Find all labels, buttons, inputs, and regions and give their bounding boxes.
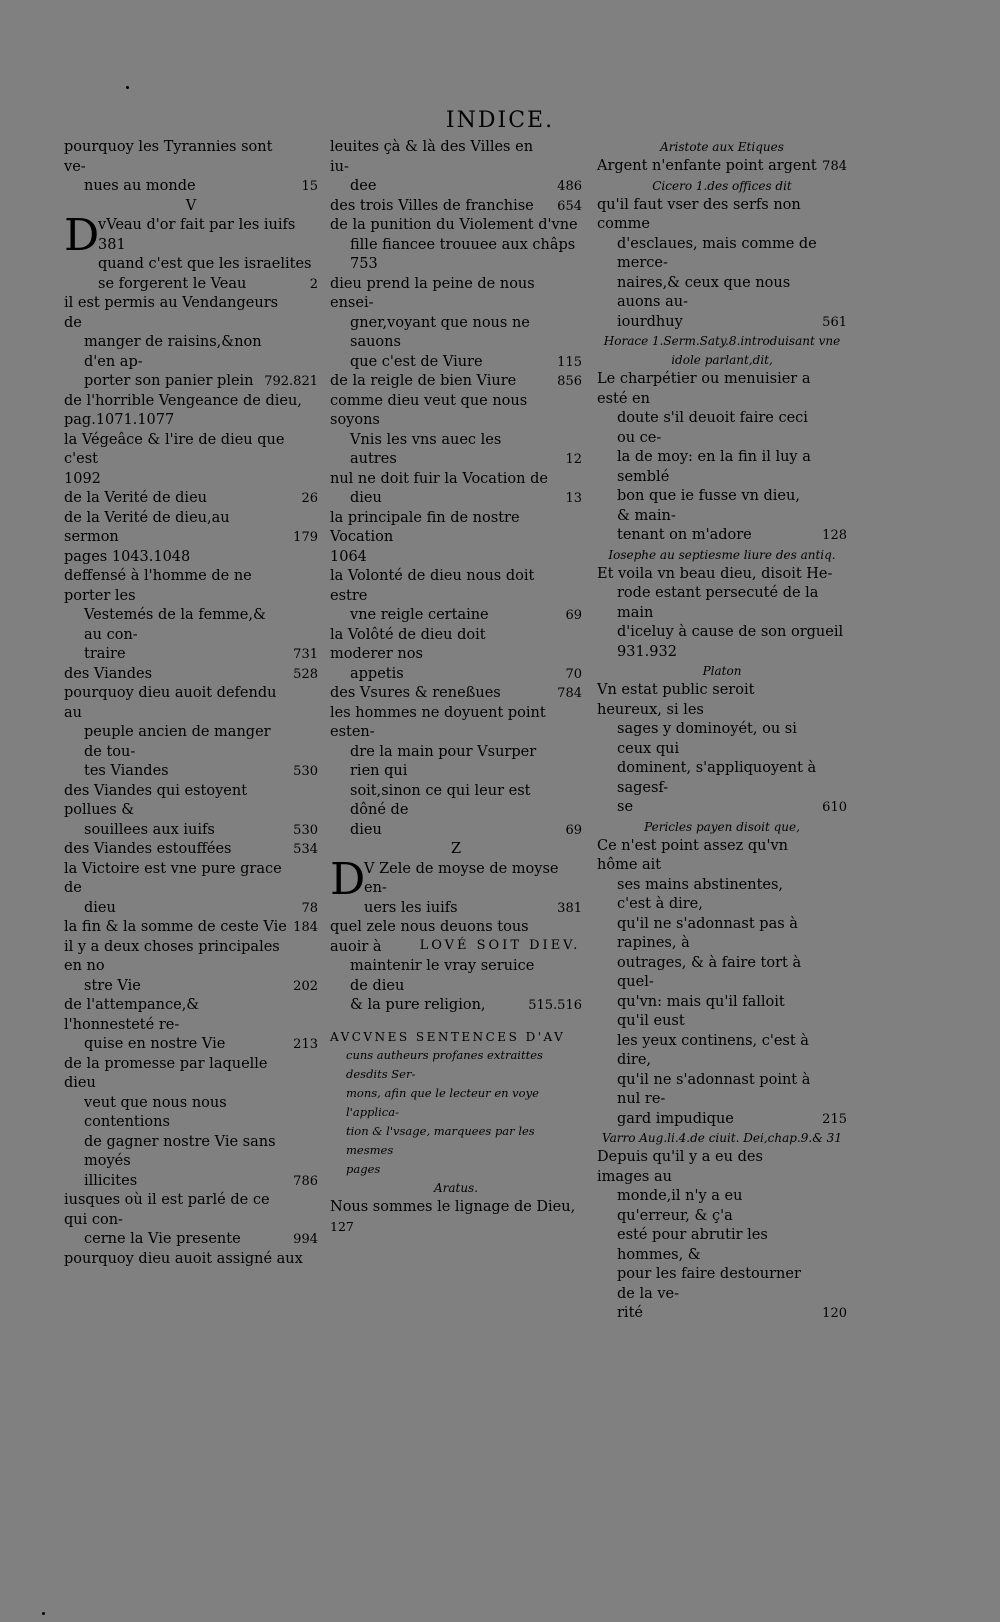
entry-page: 515.516 [528,998,582,1013]
entry-continuation: qu'il ne s'adonnast point à nul re- [617,1071,811,1107]
entry-page: 69 [565,822,582,838]
entry-text: de la Verité de dieu [64,490,207,506]
index-entry [330,372,582,392]
entry-continuation: gner,voyant que nous ne sauons [350,314,530,350]
index-entry [597,681,847,818]
entry-text: quel zele nous deuons tous auoir à [330,919,529,955]
sentences-heading: AVCVNES SENTENCES D'AV [330,1029,566,1044]
index-entry [330,548,582,568]
source-attribution: Iosephe au septiesme liure des antiq. [608,547,836,562]
entry-text: Depuis qu'il y a eu des images au [597,1149,763,1185]
index-entry [64,684,318,782]
entry-continuation: dominent, s'appliquoyent à sagesf- [617,760,817,796]
entry-page: 381 [557,900,582,916]
index-column-middle [330,138,582,1237]
entry-text: V Zele de moyse de moyse en- [364,860,559,896]
entry-continuation: illicites [84,1172,138,1189]
entry-text: 1092 [64,470,101,487]
index-entry [597,370,847,546]
entry-continuation: Vestemés de la femme,& au con- [84,607,266,643]
entry-continuation: vne reigle certaine [350,607,489,623]
entry-page: 994 [293,1232,318,1247]
entry-page: 69 [565,608,582,623]
index-entry [64,431,318,470]
index-entry [64,294,318,392]
index-entry [330,704,582,841]
entry-continuation: stre Vie [84,977,141,994]
entry-text: les hommes ne doyuent point esten- [330,704,546,740]
entry-text: de la punition du Violement d'vne [330,217,578,233]
entry-continuation: se [617,799,634,815]
entry-page: 654 [557,198,582,214]
entry-continuation: dieu [350,821,382,838]
entry-continuation: fille fiancee trouuee aux châps 753 [350,236,576,272]
entry-text: pourquoy dieu auoit assigné aux [64,1250,303,1267]
entry-text: la Volôté de dieu doit moderer nos [330,626,486,662]
index-entry [330,197,582,217]
index-entry [597,1148,847,1324]
index-entry [597,565,847,663]
entry-continuation: dee [350,178,377,194]
entry-page: 202 [293,978,318,994]
entry-continuation: Vnis les vns auec les autres [350,431,502,467]
entry-continuation: & la pure religion, [350,997,486,1013]
entry-continuation: tes Viandes [84,763,169,779]
index-entry [64,489,318,509]
entry-page: 784 [822,159,847,174]
entry-text: Vn estat public seroit heureux, si les [597,682,755,718]
index-entry [64,996,318,1055]
index-entry [597,157,847,177]
entry-continuation: les yeux continens, c'est à dire, [617,1032,809,1068]
entry-page: 530 [293,822,318,838]
entry-continuation: dieu [84,899,116,916]
entry-text: des Viandes [64,665,153,682]
entry-text: leuites çà & là des Villes en iu- [330,139,534,175]
entry-text: la Volonté de dieu nous doit estre [330,568,535,604]
entry-continuation: soit,sinon ce qui leur est dôné de [350,782,531,818]
entry-page: 128 [822,528,847,543]
entry-text: de l'attempance,& l'honnesteté re- [64,997,200,1033]
entry-continuation: maintenir le vray seruice de dieu [350,958,535,994]
index-entry [64,782,318,841]
entry-text: deffensé à l'homme de ne porter les [64,568,252,604]
entry-continuation: la de moy: en la fin il luy a semblé [617,449,811,485]
entry-continuation: qu'vn: mais qu'il falloit qu'il eust [617,993,785,1029]
entry-continuation: d'iceluy à cause de son orgueil [617,624,844,640]
index-entry [64,411,318,431]
entry-continuation: tenant on m'adore [617,527,752,543]
entry-page: 786 [293,1173,318,1189]
entry-page: 486 [557,179,582,194]
entry-continuation: rité [617,1305,643,1321]
speck-mark [42,1612,45,1615]
index-entry [330,275,582,373]
entry-continuation: doute s'il deuoit faire ceci ou ce- [617,410,808,446]
entry-page: 2 [309,276,318,292]
entry-continuation: manger de raisins,&non d'en ap- [84,334,262,370]
entry-continuation: bon que ie fusse vn dieu, & main- [617,488,800,524]
entry-text: la principale fin de nostre Vocation [330,509,520,545]
source-attribution: Platon [702,664,742,678]
source-attribution: Pericles payen disoit que, [644,819,800,834]
entry-text: pages 1043.1048 [64,548,191,565]
entry-text: se forgerent le Veau [98,275,247,292]
entry-continuation: nues au monde [84,178,196,194]
index-entry [64,1250,318,1270]
index-entry [597,837,847,1130]
entry-page: 856 [557,374,582,389]
index-entry [64,470,318,490]
entry-continuation: veut que nous nous contentions [84,1094,227,1130]
entry-text: il est permis au Vendangeurs de [64,295,279,331]
drop-cap-entry [330,853,582,919]
index-entry [64,138,318,197]
index-entry [597,196,847,333]
entry-text: uers les iuifs [364,899,458,916]
page-footer: LOVÉ SOIT DIEV. [419,938,581,953]
entry-continuation: sages y dominoyét, ou si ceux qui [617,721,797,757]
entry-page: 784 [557,686,582,701]
entry-page: 530 [293,764,318,779]
index-entry [330,392,582,470]
entry-continuation: outrages, & à faire tort à quel- [617,954,802,990]
entry-continuation: naires,& ceux que nous auons au- [617,274,791,310]
entry-continuation: peuple ancien de manger de tou- [84,724,271,760]
entry-continuation: iourdhuy [617,313,683,330]
drop-cap: D [64,210,100,261]
entry-text: il y a deux choses principales en no [64,938,280,974]
sentences-intro-line: cuns autheurs profanes extraittes desdits Ser- [346,1047,543,1081]
entry-text: de la promesse par laquelle dieu [64,1055,268,1091]
entry-text: Et voila vn beau dieu, disoit He- [597,565,833,582]
entry-page: 26 [301,491,318,506]
entry-page: 13 [565,491,582,506]
index-entry [330,216,582,275]
index-entry [64,860,318,919]
index-entry [330,470,582,509]
entry-text: des Viandes estouffées [64,841,232,857]
entry-text: Argent n'enfante point argent [597,158,817,174]
entry-page: 792.821 [264,374,318,389]
entry-page: 731 [293,647,318,662]
entry-page: 215 [822,1111,847,1127]
drop-cap: D [330,853,366,905]
entry-continuation: appetis [350,665,404,682]
entry-text: 1064 [330,548,367,565]
sentences-intro-line: mons, afin que le lecteur en voye l'applica- [346,1085,539,1119]
index-letter-heading: Z [450,841,462,857]
entry-page: 12 [565,452,582,467]
entry-text: quand c'est que les israelites [98,256,312,272]
source-attribution: Varro Aug.li.4.de ciuit. Dei,chap.9.& 31 [602,1131,842,1145]
index-entry [64,1191,318,1250]
entry-page: 70 [565,666,582,682]
index-entry [64,840,318,860]
entry-continuation: dieu [350,490,382,506]
entry-text: comme dieu veut que nous soyons [330,392,528,428]
entry-text: qu'il faut vser des serfs non comme [597,196,801,232]
entry-text: des trois Villes de franchise [330,197,534,214]
entry-page: 127 [330,1219,354,1234]
index-entry [330,626,582,685]
entry-continuation: ses mains abstinentes, c'est à dire, [617,876,784,912]
index-entry [64,567,318,665]
source-attribution: Horace 1.Serm.Saty.8.introduisant vne idole parlant,dit, [603,334,841,367]
entry-page: 213 [293,1037,318,1052]
entry-continuation: 931.932 [617,643,677,660]
entry-continuation: quise en nostre Vie [84,1036,226,1052]
entry-continuation: de gagner nostre Vie sans moyés [84,1133,276,1169]
entry-text: iusques où il est parlé de ce qui con- [64,1192,270,1228]
entry-text: de l'horrible Vengeance de dieu, [64,392,302,409]
index-entry [330,138,582,197]
index-entry [64,665,318,685]
entry-continuation: rode estant persecuté de la main [617,585,819,621]
entry-continuation: pour les faire destourner de la ve- [617,1266,801,1302]
entry-continuation: gard impudique [617,1110,734,1127]
entry-text: Nous sommes le lignage de Dieu, [330,1198,576,1215]
entry-page: 179 [293,530,318,545]
entry-page: 561 [822,314,847,330]
entry-page: 78 [301,900,318,916]
index-letter-heading: V [185,197,197,214]
index-entry [64,548,318,568]
page-title: INDICE. [445,108,555,133]
entry-text: nul ne doit fuir la Vocation de [330,470,548,487]
entry-page: 15 [301,179,318,194]
entry-text: la Végeâce & l'ire de dieu que c'est [64,431,285,467]
entry-text: des Viandes qui estoyent pollues & [64,782,248,818]
entry-page: 534 [293,842,318,857]
entry-page: 120 [822,1306,847,1321]
entry-continuation: que c'est de Viure [350,353,483,370]
entry-text: la fin & la somme de ceste Vie [64,919,287,935]
sentences-intro-line: pages [346,1161,381,1176]
index-entry [64,509,318,548]
drop-cap-entry [64,210,318,294]
entry-continuation: esté pour abrutir les hommes, & [617,1227,768,1263]
sentences-intro-line: tion & l'vsage, marquees par les mesmes [346,1123,535,1157]
entry-text: de la reigle de bien Viure [330,373,517,389]
entry-continuation: dre la main pour Vsurper rien qui [350,743,537,779]
index-entry [330,567,582,626]
entry-continuation: qu'il ne s'adonnast pas à rapines, à [617,915,798,951]
entry-continuation: traire [84,646,126,662]
index-entry [330,684,582,704]
index-column-left [64,138,318,1269]
entry-continuation: porter son panier plein [84,373,254,389]
source-attribution: Cicero 1.des offices dit [652,178,792,193]
index-entry [64,392,318,412]
entry-text: Le charpétier ou menuisier a esté en [597,371,811,407]
index-entry [330,509,582,548]
entry-page: 528 [293,666,318,682]
entry-page: 184 [293,920,318,935]
entry-continuation: monde,il n'y a eu qu'erreur, & ç'a [617,1188,743,1224]
entry-text: pag.1071.1077 [64,412,175,428]
entry-page: 610 [822,800,847,815]
entry-page: 115 [557,354,582,370]
entry-text: Ce n'est point assez qu'vn hôme ait [597,837,788,873]
index-entry [330,918,582,1016]
index-column-right [597,138,847,1324]
speck-mark [126,86,129,89]
entry-text: de la Verité de dieu,au sermon [64,509,230,545]
entry-text: pourquoy dieu auoit defendu au [64,685,277,721]
entry-text: vVeau d'or fait par les iuifs 381 [98,217,296,253]
index-entry [64,918,318,938]
entry-text: pourquoy les Tyrannies sont ve- [64,139,273,175]
entry-continuation: cerne la Vie presente [84,1231,241,1247]
index-entry [64,1055,318,1192]
source-attribution: Aratus. [433,1180,479,1195]
entry-continuation: souillees aux iuifs [84,821,215,838]
sentence-entry [330,1198,582,1237]
entry-text: la Victoire est vne pure grace de [64,860,282,896]
entry-continuation: d'esclaues, mais comme de merce- [617,235,817,271]
entry-text: des Vsures & reneßues [330,685,501,701]
entry-text: dieu prend la peine de nous ensei- [330,275,535,311]
source-attribution: Aristote aux Etiques [660,140,784,154]
